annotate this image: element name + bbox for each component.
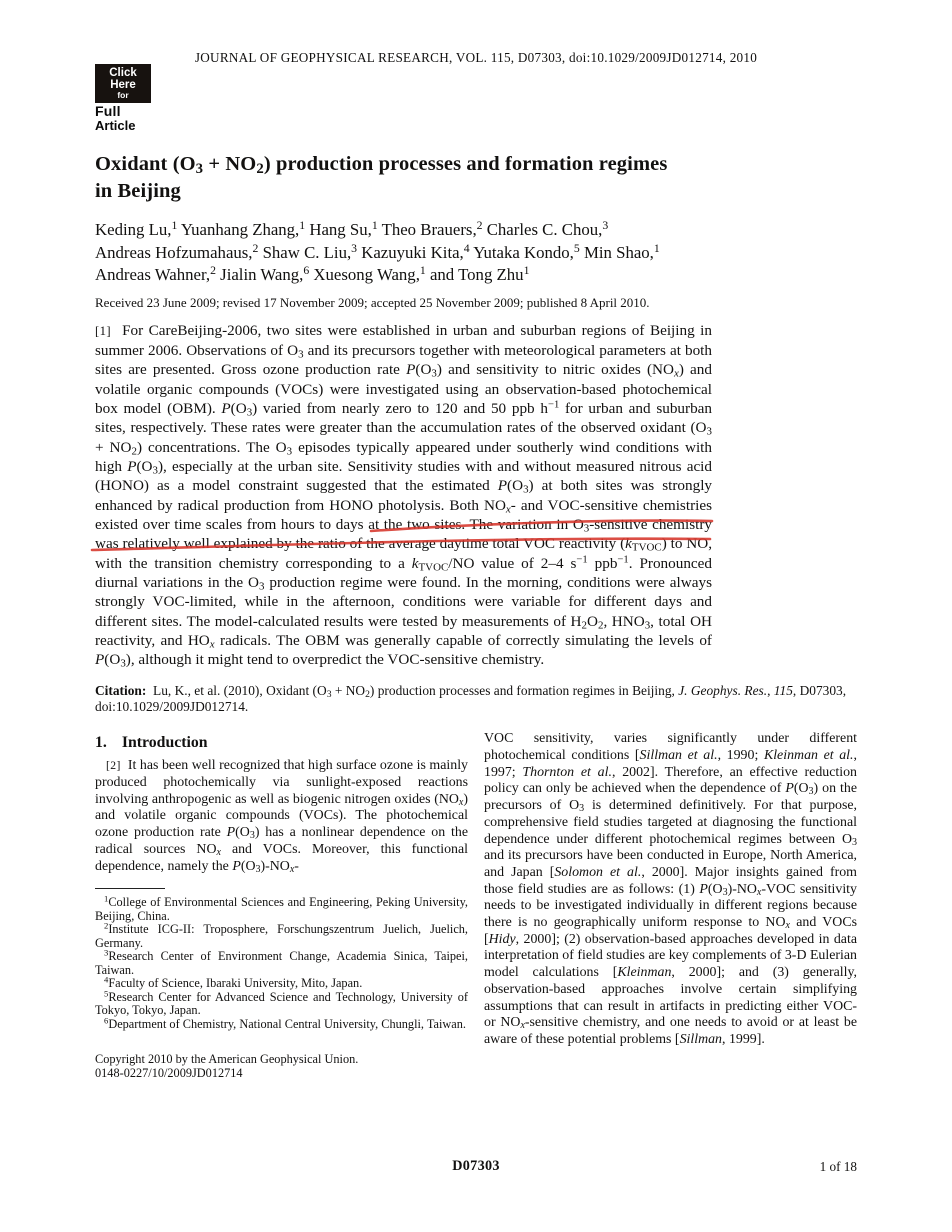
intro-paragraph-left-column: [2] It has been well recognized that high surface ozone is mainly produced photochemically via sunlight-exposed reactions involving anthropogenic as well as biogenic nitrogen oxides $(NO_x)$ and volatile organic compounds (VOCs). The photochemical ozone production rate $P(O_3)$ has a nonlinear dependence on the radical sources $NO_x$ and VOCs. Moreover, this functional dependence, namely the $P(O_3)-NO_x-$ [95,758,468,875]
section-number: 1. [95,734,107,752]
affiliation-footnote: $^1$College of Environmental Sciences and Engineering, Peking University, Beijing, China. [95,893,468,923]
badge-text-line: Click [109,67,137,79]
page-footer [95,1158,857,1178]
section-title: Introduction [121,734,208,752]
article-title: Oxidant $(O_3 + NO_2)$ production processes and formation regimes in Beijing [95,153,668,202]
abstract-paragraph: [1] For CareBeijing-2006, two sites were established in urban and suburban regions of Beijing in summer 2006. Observations of $O_3$ and its precursors together with meteorological parameters at both sites are presented. Gross ozone production rate $P(O_3)$ and sensitivity to nitric oxides $(NO_x)$ and volatile organic compounds (VOCs) were investigated using an observation-based photochemical box model (OBM). $P(O_3)$ varied from nearly zero to 120 and 50 ppb $h^{-1}$ for urban and suburban sites, respectively. These rates were greater than the accumulation rates of the observed oxidant $(O_3 + NO_2)$ concentrations. The $O_3$ episodes typically appeared under southerly wind conditions with high $P(O_3)$, especially at the urban site. Sensitivity studies with and without measured nitrous acid (HONO) as a model constraint suggested that the estimated $P(O_3)$ at both sites was strongly enhanced by radical production from HONO photolysis. Both $NO_x-$ and VOC-sensitive chemistries existed over time scales from hours to days at the two sites. The variation in $O_3$-sensitive chemistry was relatively well explained by the ratio of the average daytime total VOC reactivity $(k_{TVOC})$ to NO, with the transition chemistry corresponding to a $k_{TVOC}/NO$ value of 2–4 $s^{-1}$ ppb$^{-1}$. Pronounced diurnal variations in the $O_3$ production regime were found. In the morning, conditions were always strongly VOC-limited, while in the afternoon, conditions were variable for different days and different sites. The model-calculated results were tested by measurements of $H_2O_2$, $HNO_3$, total OH reactivity, and $HO_x$ radicals. The OBM was generally capable of correctly simulating the levels of $P(O_3)$, although it might tend to overpredict the VOC-sensitive chemistry. [95,321,713,670]
journal-header-line: JOURNAL OF GEOPHYSICAL RESEARCH, VOL. 115, D07303, doi:10.1029/2009JD012714, 2010 [194,50,758,65]
affiliation-footnote: $^4$Faculty of Science, Ibaraki University, Mito, Japan. [104,974,363,991]
affiliation-footnote: $^6$Department of Chemistry, National Central University, Chungli, Taiwan. [104,1015,466,1031]
author-list: Keding Lu,$^1$ Yuanhang Zhang,$^1$ Hang Su,$^1$ Theo Brauers,$^2$ Charles C. Chou,$^3$ Andreas Hofzumahaus,$^2$ Shaw C. Liu,$^3$ Kazuyuki Kita,$^4$ Yutaka Kondo,$^5$ Min Shao,$^1$ Andreas Wahner,$^2$ Jialin Wang,$^6$ Xuesong Wang,$^1$ and Tong Zhu$^1$ [95,219,660,284]
received-dates-line: Received 23 June 2009; revised 17 November 2009; accepted 25 November 2009; published 8 April 2010. [95,294,650,310]
affiliation-footnote: $^2$Institute ICG-II: Troposphere, Forschungszentrum Juelich, Juelich, Germany. [95,920,468,950]
two-column-body [95,731,857,1081]
affiliation-footnotes [95,893,468,1031]
affiliation-footnote: $^3$Research Center of Environment Change, Academia Sinica, Taipei, Taiwan. [95,947,468,977]
journal-code-line: 0148-0227/10/2009JD012714 [95,1066,243,1080]
badge-text-line: Full [95,103,121,119]
footer-article-id: D07303 [452,1158,500,1174]
copyright-block [95,1053,468,1081]
left-column [95,731,468,1081]
section-heading-introduction [95,733,468,752]
citation-line: Citation: Lu, K., et al. (2010), Oxidant $(O_3 + NO_2)$ production processes and formation regimes in Beijing, J. Geophys. Res., 115, D07303, doi:10.1029/2009JD012714. [95,682,847,715]
right-column [484,731,857,1081]
badge-text-line: Here [110,78,136,91]
badge-text-line: for [117,90,129,100]
footnote-separator [95,888,165,889]
affiliation-footnote: $^5$Research Center for Advanced Science and Technology, University of Tokyo, Tokyo, Japan. [95,988,468,1018]
footer-page-number: 1 of 18 [819,1159,857,1174]
copyright-line: Copyright 2010 by the American Geophysical Union. [95,1052,359,1067]
intro-paragraph-right-column: VOC sensitivity, varies significantly under different photochemical conditions [Sillman et al., 1990; Kleinman et al., 1997; Thornton et al., 2002]. Therefore, an effective reduction policy can only be achieved when the dependence of $P(O_3)$ on the precursors of $O_3$ is determined definitively. For that purpose, comprehensive field studies targeted at diagnosing the functional dependence under different photochemical regimes between $O_3$ and its precursors have been conducted in Europe, North America, and Japan [Solomon et al., 2000]. Major insights gained from those field studies are as follows: (1) $P(O_3)-NO_x$-VOC sensitivity needs to be investigated individually in different regions because there is no geographically uniform response to $NO_x$ and VOCs [Hidy, 2000]; (2) observation-based approaches developed in data interpretation of field studies are key complements of 3-D Eulerian model calculations [Kleinman, 2000]; and (3) generally, observation-based approaches involve certain simplifying assumptions that can result in artifacts in predicting either VOC- or $NO_x$-sensitive chemistry, and one needs to avoid or at least be aware of these potential problems [Sillman, 1999]. [484,731,858,1047]
badge-text-line: Article [95,117,136,133]
